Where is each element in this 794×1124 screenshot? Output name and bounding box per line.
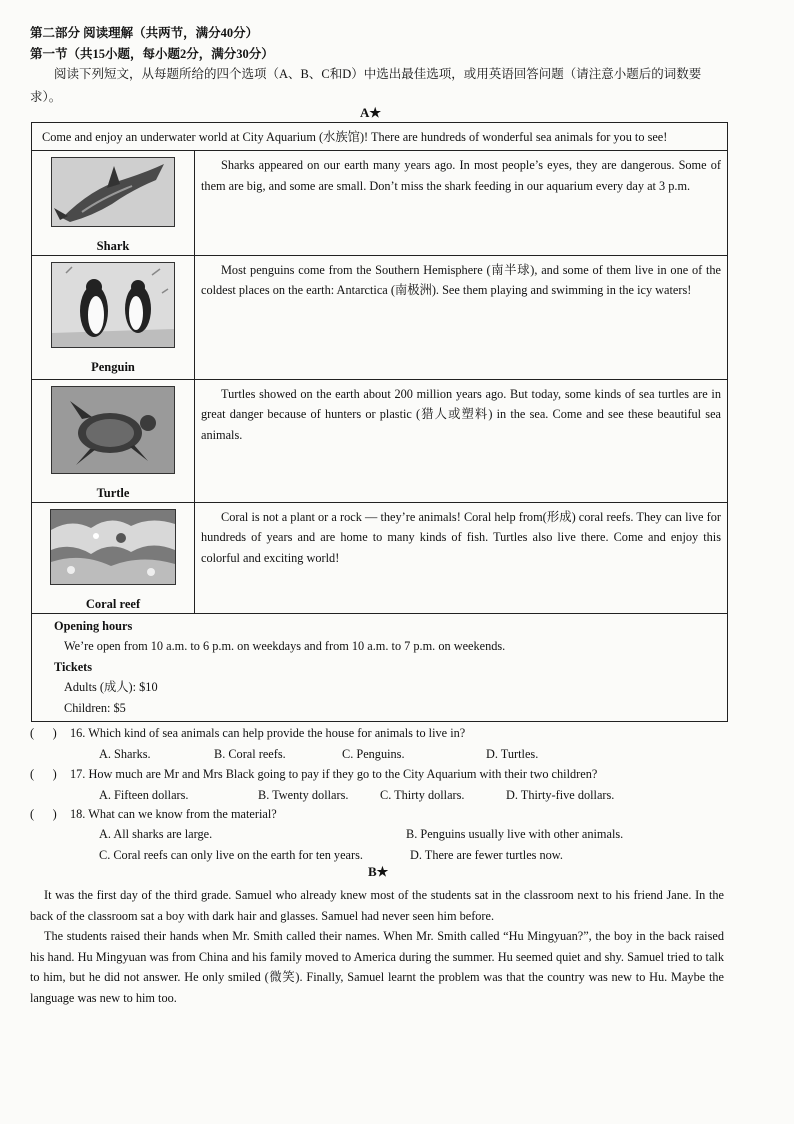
aquarium-info [32, 613, 728, 722]
penguin-illustration [51, 262, 175, 348]
animal-description: Most penguins come from the Southern Hemisphere (南半球), and some of them live in one of the coldest places on the earth: Antarctica (南极洲). See them playing and swimming in the icy waters! [195, 255, 728, 379]
animal-description: Turtles showed on the earth about 200 million years ago. But today, some kinds of sea turtles are in great danger because of hunters or plastic (猎人或塑料) in the sea. Come and see these beautiful sea animals. [195, 379, 728, 502]
option: C. Coral reefs can only live on the earth for ten years. [99, 848, 363, 862]
option: A. Fifteen dollars. [99, 788, 189, 802]
animal-image-cell [32, 255, 195, 379]
instructions: 阅读下列短文，从每题所给的四个选项（A、B、C和D）中选出最佳选项，或用英语回答问题（请注意小题后的词数要求）。 [30, 67, 702, 104]
option: B. Twenty dollars. [258, 788, 349, 802]
answer-blank[interactable]: ( ) [30, 767, 57, 781]
aquarium-table [31, 122, 728, 722]
shark-illustration [51, 157, 175, 227]
question-18 [30, 804, 730, 824]
question-stem: 16. Which kind of sea animals can help provide the house for animals to live in? [70, 726, 466, 740]
option: C. Penguins. [342, 747, 405, 761]
passage-b-label: B★ [368, 864, 389, 879]
passage-b-paragraph: The students raised their hands when Mr. Smith called their names. When Mr. Smith called “Hu Mingyuan?”, the boy in the back raised his hand. Hu Mingyuan was from China and his family moved to America during the summer. Hu seemed quiet and shy. Samuel tried to talk to him, but he did not answer. He only smiled (微笑). Finally, Samuel learnt the problem was that the country was new to Hu. Maybe the language was new to him too. [30, 929, 724, 1005]
question-stem: 17. How much are Mr and Mrs Black going to pay if they go to the City Aquarium with their two children? [70, 767, 598, 781]
option: D. Thirty-five dollars. [506, 788, 615, 802]
animal-description: Sharks appeared on our earth many years ago. In most people’s eyes, they are dangerous. Some of them are big, and some are small. Don’t miss the shark feeding in our aquarium every day at 3 p.m. [195, 151, 728, 256]
animal-caption: Turtle [96, 485, 130, 500]
question-17 [30, 764, 730, 784]
option: D. Turtles. [486, 747, 539, 761]
answer-blank[interactable]: ( ) [30, 807, 57, 821]
option: B. Coral reefs. [214, 747, 286, 761]
tickets-title: Tickets [54, 659, 93, 674]
aquarium-intro: Come and enjoy an underwater world at City Aquarium (水族馆)! There are hundreds of wonderful sea animals for you to see! [32, 123, 728, 151]
coral-reef-illustration [50, 509, 176, 585]
ticket-price-adult: Adults (成人): $10 [64, 680, 158, 695]
opening-hours-text: We’re open from 10 a.m. to 6 p.m. on weekdays and from 10 a.m. to 7 p.m. on weekends. [64, 639, 506, 654]
option: C. Thirty dollars. [380, 788, 465, 802]
ticket-price-child: Children: $5 [64, 700, 126, 715]
animal-image-cell [32, 379, 195, 502]
passage-a-label: A★ [360, 105, 382, 120]
animal-caption: Coral reef [85, 596, 141, 611]
animal-description: Coral is not a plant or a rock — they’re animals! Coral help from(形成) coral reefs. They can live for hundreds of years and are home to many kinds of fish. Turtles also live there. Come and enjoy this colorful and exciting world! [195, 502, 728, 613]
part-heading: 第二部分 阅读理解（共两节，满分40分） [30, 26, 259, 40]
question-16 [30, 723, 730, 743]
option: A. All sharks are large. [99, 827, 213, 841]
option: D. There are fewer turtles now. [410, 848, 563, 862]
animal-image-cell [32, 151, 195, 256]
question-stem: 18. What can we know from the material? [70, 807, 277, 821]
answer-blank[interactable]: ( ) [30, 726, 57, 740]
option: B. Penguins usually live with other animals. [406, 827, 624, 841]
turtle-illustration [51, 386, 175, 474]
animal-image-cell [32, 502, 195, 613]
passage-b-paragraph: It was the first day of the third grade. Samuel who already knew most of the students sat in the classroom next to his friend Jane. In the back of the classroom sat a boy with dark hair and glasses. Samuel had never seen him before. [30, 888, 724, 923]
section-heading: 第一节（共15小题，每小题2分，满分30分） [30, 47, 274, 61]
animal-caption: Shark [96, 238, 130, 253]
animal-caption: Penguin [91, 359, 135, 374]
option: A. Sharks. [99, 747, 151, 761]
opening-hours-title: Opening hours [54, 618, 133, 633]
